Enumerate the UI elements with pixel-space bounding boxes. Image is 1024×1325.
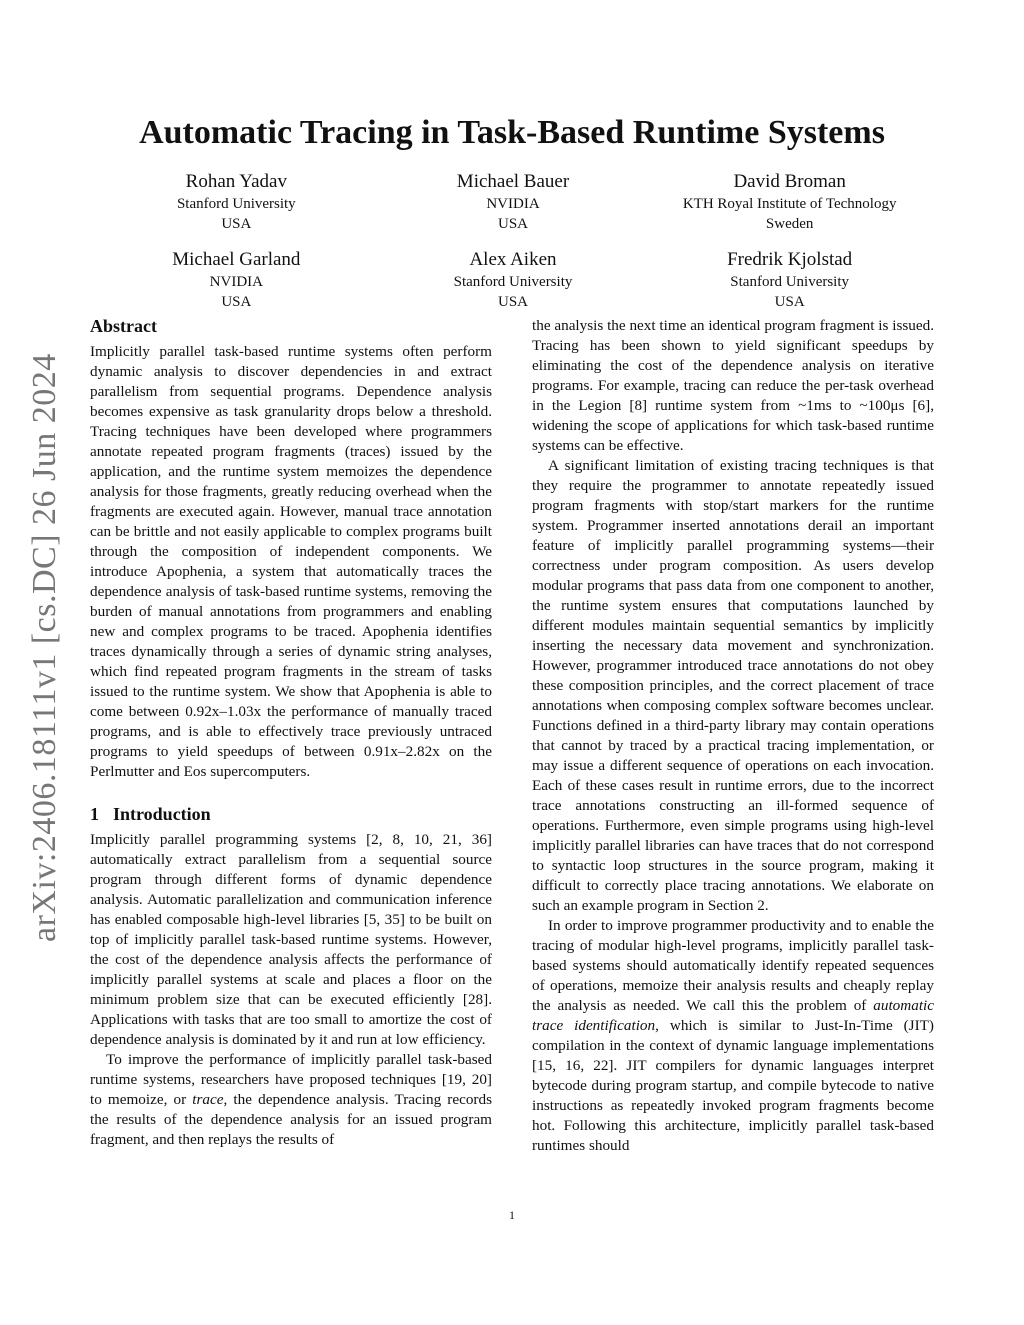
- emphasis-automatic-trace-identification: automatic trace identification: [532, 997, 934, 1034]
- intro-paragraph-1: Implicitly parallel programming systems [2, 8, 10, 21, 36] automatically extract parallelism from a sequential source program through different forms of dynamic dependence analysis. Automatic parallelization and communication inference has enabled composable high-level libraries [5, 35] to be built on top of implicitly parallel task-based runtime systems. However, the cost of the dependence analysis affects the performance of implicitly parallel systems at scale and places a floor on the minimum problem size that can be executed efficiently [28]. Applications with tasks that are too small to amortize the cost of dependence analysis is dominated by it and run at low efficiency.: [90, 831, 492, 1048]
- intro-paragraph-2: To improve the performance of implicitly parallel task-based runtime systems, researchers have proposed techniques [19, 20] to memoize, or trace, the dependence analysis. Tracing records the results of the dependence analysis for an issued program fragment, and then replays the results of: [90, 1051, 492, 1148]
- page-number: 1: [509, 1208, 515, 1222]
- author-block: [98, 170, 928, 312]
- author-country: USA: [221, 216, 252, 232]
- paper-title: Automatic Tracing in Task-Based Runtime Systems: [139, 114, 885, 151]
- author-country: USA: [221, 294, 252, 310]
- author-name: David Broman: [733, 171, 846, 192]
- author-entry: [98, 170, 375, 234]
- author-entry: [651, 248, 928, 312]
- author-name: Michael Bauer: [456, 171, 570, 192]
- section-number: 1: [90, 804, 99, 824]
- abstract-heading: Abstract: [90, 316, 157, 336]
- author-name: Fredrik Kjolstad: [727, 249, 853, 270]
- author-name: Alex Aiken: [469, 249, 557, 270]
- section-title: Introduction: [113, 804, 211, 824]
- author-affiliation: Stanford University: [176, 196, 296, 212]
- author-country: Sweden: [765, 216, 814, 232]
- intro-paragraph-4: In order to improve programmer productivity and to enable the tracing of modular high-level programs, implicitly parallel task-based systems should automatically identify repeated sequences of operations, memoize their analysis results and cheaply replay the analysis as needed. We call this the problem of automatic trace identification, which is similar to Just-In-Time (JIT) compilation in the context of dynamic language implementations [15, 16, 22]. JIT compilers for dynamic languages interpret bytecode during program startup, and compile bytecode to native instructions as repeatedly invoked program fragments become hot. Following this architecture, implicitly parallel task-based runtimes should: [532, 917, 934, 1154]
- intro-paragraph-3: A significant limitation of existing tracing techniques is that they require the programmer to annotate repeatedly issued program fragments with stop/start markers for the runtime system. Programmer inserted annotations derail an important feature of implicitly parallel programming systems—their correctness under program composition. As users develop modular programs that pass data from one component to another, the runtime system ensures that computations launched by different modules maintain sequential semantics by implicitly inserting the necessary data movement and synchronization. However, programmer introduced trace annotations do not obey these composition principles, and the correct placement of trace annotations when composing complex software becomes unclear. Functions defined in a third-party library may contain operations that cannot by traced by a practical tracing implementation, or may issue a different sequence of operations on each invocation. Each of these cases result in runtime errors, due to the incorrect trace annotations constructing an ill-formed sequence of operations. Furthermore, even simple programs using high-level implicitly parallel libraries can have traces that do not correspond to syntactic loop structures in the source program, making it difficult to correctly place tracing annotations. We elaborate on such an example program in Section 2.: [532, 457, 934, 914]
- arxiv-identifier: arXiv:2406.18111v1 [cs.DC] 26 Jun 2024: [26, 353, 63, 942]
- author-entry: [375, 248, 652, 312]
- author-country: USA: [497, 294, 528, 310]
- intro-paragraph-2-continued: the analysis the next time an identical program fragment is issued. Tracing has been shown to yield significant speedups by eliminating the cost of the dependence analysis on iterative programs. For example, tracing can reduce the per-task overhead in the Legion [8] runtime system from ~1ms to ~100μs [6], widening the scope of applications for which task-based runtime systems can be effective.: [532, 317, 934, 454]
- left-column: [90, 316, 492, 1150]
- author-affiliation: Stanford University: [453, 274, 573, 290]
- author-name: Rohan Yadav: [185, 171, 287, 192]
- author-entry: [375, 170, 652, 234]
- right-column: [532, 316, 934, 1156]
- author-affiliation: Stanford University: [730, 274, 850, 290]
- author-affiliation: NVIDIA: [486, 196, 540, 212]
- section-heading: [90, 804, 492, 824]
- author-country: USA: [774, 294, 805, 310]
- author-affiliation: KTH Royal Institute of Technology: [682, 196, 897, 212]
- abstract-text: Implicitly parallel task-based runtime systems often perform dynamic analysis to discover dependencies in and extract parallelism from sequential programs. Dependence analysis becomes expensive as task granularity drops below a threshold. Tracing techniques have been developed where programmers annotate repeated program fragments (traces) issued by the application, and the runtime system memoizes the dependence analysis for those fragments, greatly reducing overhead when the fragments are executed again. However, manual trace annotation can be brittle and not easily applicable to complex programs built through the composition of independent components. We introduce Apophenia, a system that automatically traces the dependence analysis of task-based runtime systems, removing the burden of manual annotations from programmers and enabling new and complex programs to be traced. Apophenia identifies traces dynamically through a series of dynamic string analyses, which find repeated program fragments in the stream of tasks issued to the runtime system. We show that Apophenia is able to come between 0.92x–1.03x the performance of manually traced programs, and is able to effectively trace previously untraced programs to yield speedups of between 0.91x–2.82x on the Perlmutter and Eos supercomputers.: [90, 343, 492, 780]
- author-name: Michael Garland: [172, 249, 301, 270]
- author-country: USA: [497, 216, 528, 232]
- author-entry: [651, 170, 928, 234]
- author-entry: [98, 248, 375, 312]
- author-affiliation: NVIDIA: [209, 274, 263, 290]
- emphasis-trace: trace: [192, 1091, 224, 1108]
